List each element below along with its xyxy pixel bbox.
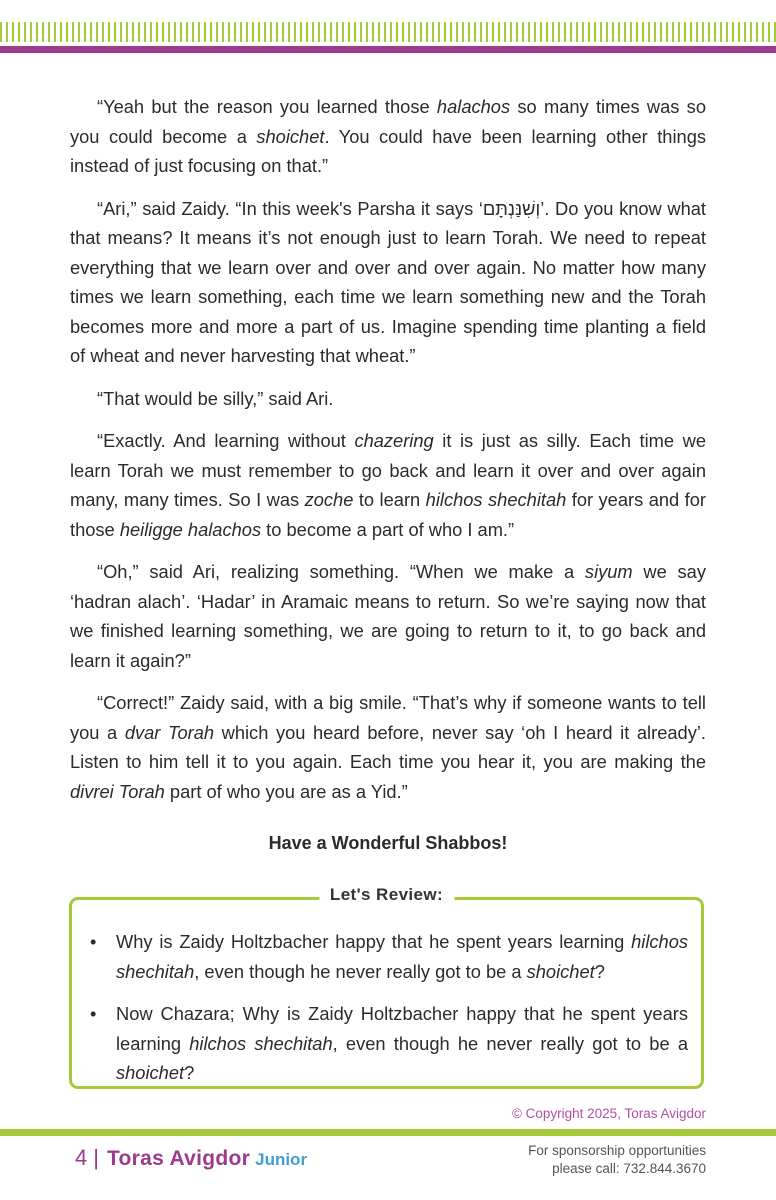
- review-title: Let's Review:: [319, 885, 454, 905]
- sponsorship-info: [528, 1142, 706, 1178]
- story-paragraph: [70, 194, 706, 371]
- italic-term: zoche: [304, 489, 354, 510]
- text-run: so many times was so you could become a: [70, 96, 706, 147]
- italic-term: hilchos shechitah: [189, 1032, 333, 1054]
- review-box: [69, 885, 704, 1089]
- text-run: “That would be silly,” said Ari.: [97, 387, 334, 409]
- top-tick-border: [0, 22, 776, 42]
- italic-term: hilchos shechitah: [116, 931, 688, 982]
- text-run: , even though he never really got to be a: [332, 1032, 688, 1054]
- review-question-text: [116, 1003, 688, 1083]
- text-run: , even though he never really got to be a: [194, 960, 527, 982]
- text-run: “Yeah but the reason you learned those: [97, 96, 437, 117]
- story-body: [70, 92, 706, 859]
- text-run: part of who you are as a Yid.”: [164, 780, 408, 802]
- text-run: “Correct!” Zaidy said, with a big smile. “That’s why if someone wants to tell you a: [70, 692, 706, 743]
- brand-name: Toras Avigdor: [106, 1147, 251, 1170]
- review-list: [90, 927, 688, 1101]
- top-accent-bar: [0, 46, 776, 53]
- text-run: . You could have been learning other things instead of just focusing on that.”: [70, 125, 707, 176]
- text-run: to become a part of who I am.”: [261, 518, 515, 540]
- italic-term: divrei Torah: [70, 780, 165, 802]
- text-run: ?: [594, 960, 605, 982]
- copyright-notice: © Copyright 2025, Toras Avigdor: [511, 1106, 706, 1121]
- bottom-accent-bar: [0, 1129, 776, 1136]
- italic-term: shoichet: [256, 125, 325, 147]
- text-run: which you heard before, never say ‘oh I heard it already’. Listen to him tell it to you again. Each time you hear it, you are making the: [70, 721, 706, 772]
- text-run: “Ari,” said Zaidy. “In this week's Parsha it says ‘וְשִׁנַּנְתָּם’. Do you know what that means? It means it’s not enough just to learn Torah. We need to repeat everything that we learn over and over and over again. No matter how many times we learn something, each time we learn something new and the Torah becomes more and more a part of us. Imagine spending time planting a field of wheat and never harvesting that wheat.”: [70, 197, 706, 366]
- text-run: ?: [184, 1062, 195, 1083]
- footer-separator: |: [93, 1145, 99, 1170]
- story-paragraph: [70, 557, 706, 675]
- sponsorship-line: For sponsorship opportunities: [528, 1143, 706, 1158]
- italic-term: dvar Torah: [124, 721, 215, 743]
- bullet-icon: •: [90, 1003, 97, 1024]
- italic-term: halachos: [436, 96, 511, 117]
- italic-term: shoichet: [526, 960, 595, 982]
- text-run: Why is Zaidy Holtzbacher happy that he spent years learning: [116, 931, 632, 952]
- story-paragraph: [70, 384, 706, 414]
- italic-term: heiligge halachos: [119, 518, 262, 540]
- closing-line: Have a Wonderful Shabbos!: [268, 833, 508, 853]
- text-run: to learn: [353, 489, 426, 510]
- italic-term: chazering: [354, 430, 434, 451]
- text-run: Now Chazara; Why is Zaidy Holtzbacher happy that he spent years learning: [116, 1003, 688, 1054]
- brand-sub: Junior: [255, 1150, 308, 1169]
- bullet-icon: •: [90, 931, 97, 952]
- text-run: “Exactly. And learning without: [97, 430, 355, 451]
- italic-term: shoichet: [116, 1062, 185, 1083]
- text-run: we say ‘hadran alach’. ‘Hadar’ in Aramaic means to return. So we’re saying now that we finished learning something, we are going to return to it, to go back and learn it again?”: [70, 561, 706, 671]
- italic-term: siyum: [584, 561, 633, 582]
- sponsorship-phone: please call: 732.844.3670: [552, 1161, 706, 1176]
- italic-term: hilchos shechitah: [425, 489, 567, 510]
- review-question-text: [116, 931, 688, 982]
- review-question: [90, 927, 688, 986]
- page-number: 4: [75, 1145, 88, 1170]
- story-paragraph: [70, 92, 706, 181]
- text-run: “Oh,” said Ari, realizing something. “When we make a: [97, 561, 585, 582]
- text-run: for years and for those: [70, 489, 706, 540]
- story-paragraph: [70, 688, 706, 806]
- review-question: [90, 999, 688, 1088]
- footer-branding: [75, 1145, 307, 1171]
- text-run: it is just as silly. Each time we learn Torah we must remember to go back and learn it over and over again many, many times. So I was: [70, 430, 706, 510]
- story-paragraph: [70, 426, 706, 544]
